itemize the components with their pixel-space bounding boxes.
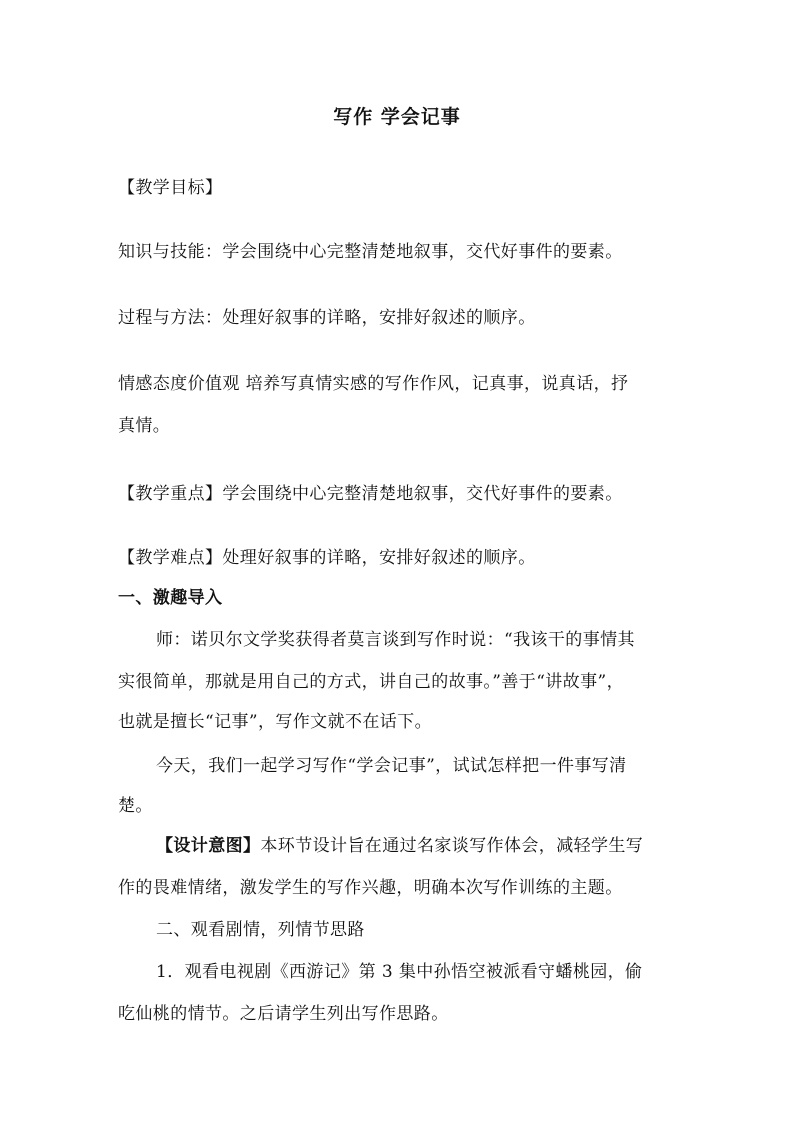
- paragraph-process-methods: 过程与方法：处理好叙事的详略，安排好叙述的顺序。: [118, 308, 536, 328]
- document-title: 写作 学会记事: [333, 106, 461, 128]
- design-intent-label: 【设计意图】: [156, 836, 261, 856]
- paragraph-emotion-values-line-1: 情感态度价值观 培养写真情实感的写作作风，记真事，说真话，抒: [118, 374, 629, 394]
- paragraph-teacher-quote-line-1: 师：诺贝尔文学奖获得者莫言谈到写作时说：“我该干的事情其: [156, 630, 635, 650]
- paragraph-item-1-line-2: 吃仙桃的情节。之后请学生列出写作思路。: [118, 1004, 449, 1024]
- paragraph-teaching-difficulty: 【教学难点】处理好叙事的详略，安排好叙述的顺序。: [118, 548, 536, 568]
- section-heading-intro: 一、激趣导入: [118, 588, 223, 608]
- paragraph-design-intent-line-1: [156, 834, 736, 858]
- paragraph-design-intent-line-2: 作的畏难情绪，激发学生的写作兴趣，明确本次写作训练的主题。: [118, 878, 623, 898]
- section-heading-teaching-goals: 【教学目标】: [118, 178, 223, 198]
- paragraph-emotion-values-line-2: 真情。: [118, 416, 171, 436]
- section-heading-watch-plot: 二、观看剧情，列情节思路: [156, 920, 365, 940]
- paragraph-knowledge-skills: 知识与技能：学会围绕中心完整清楚地叙事，交代好事件的要素。: [118, 242, 623, 262]
- paragraph-teaching-focus: 【教学重点】学会围绕中心完整清楚地叙事，交代好事件的要素。: [118, 484, 623, 504]
- paragraph-item-1-line-1: 1．观看电视剧《西游记》第 3 集中孙悟空被派看守蟠桃园，偷: [156, 962, 643, 982]
- paragraph-teacher-quote-line-3: 也就是擅长“记事”，写作文就不在话下。: [118, 712, 432, 732]
- design-intent-text: 本环节设计旨在通过名家谈写作体会，减轻学生写: [260, 836, 644, 856]
- paragraph-teacher-quote-line-2: 实很简单，那就是用自己的方式，讲自己的故事。”善于“讲故事”，: [118, 672, 624, 692]
- paragraph-today-line-2: 楚。: [118, 796, 153, 816]
- paragraph-today-line-1: 今天，我们一起学习写作“学会记事”，试试怎样把一件事写清: [156, 756, 627, 776]
